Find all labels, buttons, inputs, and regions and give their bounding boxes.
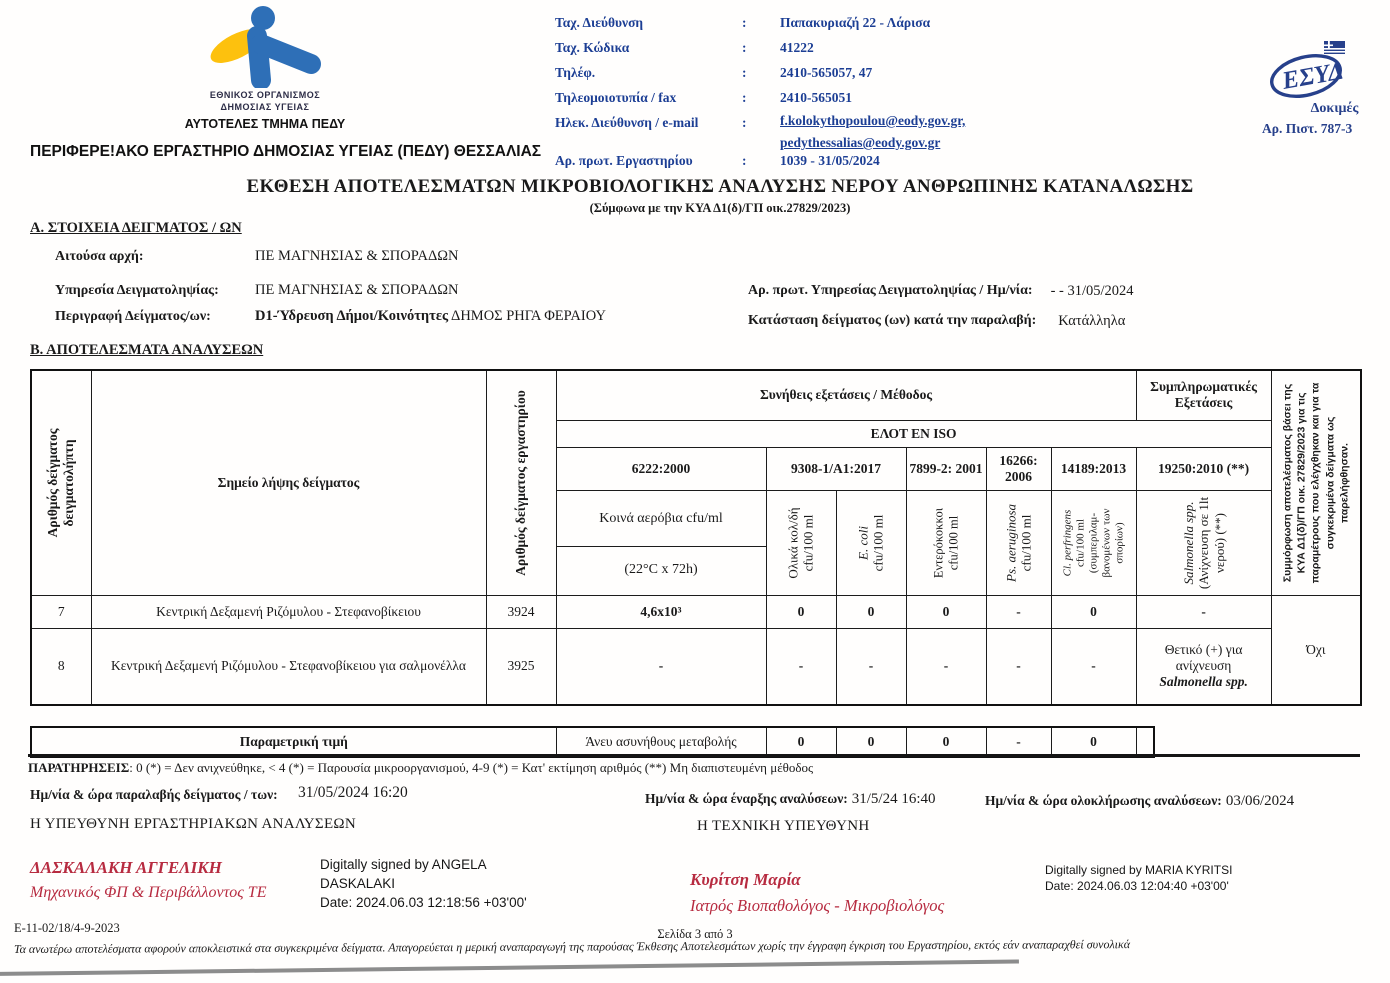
left-digital-signature	[320, 855, 527, 912]
parametric-empty-cell	[1136, 727, 1154, 757]
sample-description-code: D1-Ύδρευση Δήμοι/Κοινότητες	[255, 308, 449, 324]
sampling-point-cell: Κεντρική Δεξαμενή Ριζόμυλου - Στεφανοβίκειου για σαλμονέλλα	[91, 628, 486, 705]
receipt-datetime-label: Ημ/νία & ώρα παραλαβής δείγματος / των:	[30, 787, 278, 802]
lab-name: ΠΕΡΙΦΕΡΕ!ΑΚΟ ΕΡΓΑΣΤΗΡΙΟ ΔΗΜΟΣΙΑΣ ΥΓΕΙΑΣ (ΠΕΔΥ) ΘΕΣΣΑΛΙΑΣ	[30, 143, 542, 160]
param-ecoli-unit: cfu/100 ml	[871, 514, 886, 571]
standard-6222: 6222:2000	[556, 447, 766, 490]
param-ps-name: Ps. aeruginosa	[1003, 503, 1019, 582]
sampling-service-label: Υπηρεσία Δειγματοληψίας:	[55, 283, 219, 298]
param-cl-unit: cfu/100 ml (συμπεριλαμ-βανομένων των σπορίων)	[1074, 508, 1125, 577]
sample-description-label: Περιγραφή Δείγματος/ων:	[55, 309, 211, 324]
analysis-completion-value: 03/06/2024	[1225, 793, 1295, 809]
analysis-completion-row	[985, 792, 1294, 810]
coliforms-result-cell: -	[766, 628, 836, 705]
contact-separator: :	[742, 153, 747, 168]
parametric-label-cell: Παραμετρική τιμή	[31, 727, 556, 757]
param-ps-aeruginosa	[986, 490, 1051, 595]
email-link-1[interactable]: f.kolokythopoulou@eody.gov.gr,	[780, 113, 966, 128]
ps-result-cell: -	[986, 628, 1051, 705]
org-name-line1: ΕΘΝΙΚΟΣ ΟΡΓΑΝΙΣΜΟΣ	[209, 90, 321, 100]
contact-separator: :	[742, 115, 747, 130]
param-enterococci: Εντερόκοκκοι cfu/100 ml	[906, 490, 986, 595]
lab-protocol-value: 1039 - 31/05/2024	[780, 153, 880, 168]
lab-protocol-row	[555, 148, 880, 173]
contact-label: Ταχ. Διεύθυνση	[555, 15, 644, 30]
analysis-start-label: Ημ/νία & ώρα έναρξης αναλύσεων:	[645, 791, 848, 806]
footer-disclaimer: Τα ανωτέρω αποτελέσματα αφορούν αποκλειστικά στα συγκεκριμένα δείγματα. Απαγορεύεται η μερική αναπαραγωγή της παρούσας Έκθεσης Αποτελεσμάτων χωρίς την έγγραφη έγκριση του Εργαστηρίου, εκτός εάν αναπαραχθεί συνολικά	[13, 937, 1131, 956]
receipt-datetime-value: 31/05/2024 16:20	[298, 784, 408, 801]
contact-row	[555, 35, 965, 60]
table-row	[31, 628, 1361, 705]
page-number: Σελίδα 3 από 3	[657, 927, 733, 941]
right-digital-line2: Date: 2024.06.03 12:04:40 +03'00'	[1045, 879, 1229, 893]
esyd-block	[1262, 40, 1377, 137]
section-a-heading: Α. ΣΤΟΙΧΕΙΑ ΔΕΙΓΜΑΤΟΣ / ΩΝ	[30, 220, 242, 236]
contact-value: 41222	[780, 40, 814, 55]
lab-analyst-role-title: Η ΥΠΕΥΘΥΝΗ ΕΡΓΑΣΤΗΡΙΑΚΩΝ ΑΝΑΛΥΣΕΩΝ	[30, 816, 357, 832]
esyd-cert-number: Αρ. Πιστ. 787-3	[1262, 121, 1353, 136]
sample-condition-row	[748, 313, 1125, 330]
left-signatory-name: ΔΑΣΚΑΛΑΚΗ ΑΓΓΕΛΙΚΗ	[30, 858, 222, 877]
aerobic-result-cell: 4,6x10³	[556, 595, 766, 628]
contact-value: Παπακυριαζή 22 - Λάρισα	[780, 15, 931, 30]
contact-label: Τηλεομοιοτυπία / fax	[555, 90, 677, 105]
scan-artifact-line	[0, 959, 1019, 976]
standard-14189: 14189:2013	[1051, 447, 1136, 490]
col-header-sampler-number: Αριθμός δείγματος δειγματολήπτη	[31, 370, 91, 595]
standard-16266: 16266: 2006	[986, 447, 1051, 490]
param-cl-perfringens	[1051, 490, 1136, 595]
section-b-heading: Β. ΑΠΟΤΕΛΕΣΜΑΤΑ ΑΝΑΛΥΣΕΩΝ	[30, 342, 264, 358]
esyd-acronym: ΕΣΥΔ	[1280, 57, 1346, 95]
enterococci-result-cell: -	[906, 628, 986, 705]
salmonella-result-cell: -	[1136, 595, 1271, 628]
service-protocol-row	[748, 283, 1134, 300]
analysis-start-row	[645, 790, 936, 808]
sample-condition-value: Κατάλληλα	[1058, 313, 1126, 329]
sample-number-cell: 7	[31, 595, 91, 628]
eody-logo-icon	[207, 6, 329, 88]
contact-label: Ηλεκ. Διεύθυνση / e-mail	[555, 115, 699, 130]
esyd-label: Δοκιμές	[1310, 101, 1359, 116]
ps-result-cell: -	[986, 595, 1051, 628]
param-salmonella-name: Salmonella spp.	[1180, 500, 1196, 585]
param-cl-name: Cl. perfringens	[1061, 509, 1074, 576]
param-ecoli-name: E. coli	[855, 525, 871, 560]
right-signatory-title: Ιατρός Βιοπαθολόγος - Μικροβιολόγος	[690, 896, 945, 915]
left-signatory-title: Μηχανικός ΦΠ & Περιβάλλοντος ΤΕ	[30, 884, 267, 901]
contact-row	[555, 60, 965, 85]
sample-condition-label: Κατάσταση δείγματος (ων) κατά την παραλαβή:	[748, 313, 1037, 328]
right-signatory-name: Κυρίτση Μαρία	[690, 870, 801, 889]
cl-result-cell: 0	[1051, 595, 1136, 628]
observations-line	[28, 760, 813, 776]
salmonella-result-text: Θετικό (+) για ανίχνευση	[1164, 642, 1243, 674]
group-header-iso: ΕΛΟΤ EN ISO	[556, 420, 1271, 447]
email-link-2[interactable]: pedythessalias@eody.gov.gr	[780, 135, 941, 150]
parametric-value-cell: 0	[836, 727, 906, 757]
enterococci-result-cell: 0	[906, 595, 986, 628]
parametric-value-cell: 0	[766, 727, 836, 757]
group-header-supplementary: Συμπληρωματικές Εξετάσεις	[1136, 370, 1271, 420]
contact-row	[555, 85, 965, 110]
left-digital-line3: Date: 2024.06.03 12:18:56 +03'00'	[320, 895, 527, 910]
requesting-authority-value: ΠΕ ΜΑΓΝΗΣΙΑΣ & ΣΠΟΡΑΔΩΝ	[255, 248, 459, 264]
sampling-service-value: ΠΕ ΜΑΓΝΗΣΙΑΣ & ΣΠΟΡΑΔΩΝ	[255, 282, 459, 298]
contact-block	[555, 10, 965, 154]
contact-separator: :	[742, 15, 747, 30]
sample-number-cell: 8	[31, 628, 91, 705]
report-subtitle: (Σύμφωνα με την ΚΥΑ Δ1(δ)/ΓΠ οικ.27829/2023)	[589, 201, 851, 215]
ecoli-result-cell: -	[836, 628, 906, 705]
col-header-lab-number: Αριθμός δείγματος εργαστηρίου	[486, 370, 556, 595]
col-header-sampling-point: Σημείο λήψης δείγματος	[91, 370, 486, 595]
observations-text: : 0 (*) = Δεν ανιχνεύθηκε, < 4 (*) = Παρουσία μικροοργανισμού, 4-9 (*) = Κατ' εκτίμηση αριθμός (**) Μη διαπιστευμένη μέθοδος	[129, 760, 814, 775]
contact-value: 2410-565057, 47	[780, 65, 873, 80]
observations-label: ΠΑΡΑΤΗΡΗΣΕΙΣ	[28, 760, 130, 775]
contact-label: Ταχ. Κώδικα	[555, 40, 630, 55]
department-name: ΑΥΤΟΤΕΛΕΣ ΤΜΗΜΑ ΠΕΔΥ	[184, 117, 346, 131]
analysis-start-value: 31/5/24 16:40	[851, 791, 936, 807]
salmonella-result-cell	[1136, 628, 1271, 705]
form-code: E-11-02/18/4-9-2023	[14, 921, 120, 935]
group-header-routine-tests: Συνήθεις εξετάσεις / Μέθοδος	[556, 370, 1136, 420]
sampling-point-cell: Κεντρική Δεξαμενή Ριζόμυλου - Στεφανοβίκειου	[91, 595, 486, 628]
lab-number-cell: 3925	[486, 628, 556, 705]
cl-result-cell: -	[1051, 628, 1136, 705]
param-salmonella	[1136, 490, 1271, 595]
service-protocol-value: - - 31/05/2024	[1050, 283, 1134, 299]
param-aerobic: Κοινά αερόβια cfu/ml (22°C x 72h)	[556, 490, 766, 595]
sample-description-municipality: ΔΗΜΟΣ ΡΗΓΑ ΦΕΡΑΙΟΥ	[451, 308, 606, 324]
lab-protocol-label: Αρ. πρωτ. Εργαστηρίου	[555, 153, 693, 168]
sample-description-value	[255, 308, 606, 325]
left-digital-line2: DASKALAKI	[320, 876, 396, 891]
standard-9308: 9308-1/Α1:2017	[766, 447, 906, 490]
contact-row	[555, 10, 965, 35]
parametric-value-cell: -	[986, 727, 1051, 757]
org-name-line2: ΔΗΜΟΣΙΑΣ ΥΓΕΙΑΣ	[220, 101, 310, 112]
analysis-completion-label: Ημ/νία & ώρα ολοκλήρωσης αναλύσεων:	[985, 793, 1222, 808]
contact-label: Τηλέφ.	[555, 65, 596, 80]
requesting-authority-label: Αιτούσα αρχή:	[55, 249, 144, 264]
compliance-cell: Όχι	[1271, 595, 1361, 705]
coliforms-result-cell: 0	[766, 595, 836, 628]
param-ecoli	[836, 490, 906, 595]
results-table	[30, 369, 1362, 706]
parametric-value-cell: 0	[906, 727, 986, 757]
param-ps-unit: cfu/100 ml	[1018, 514, 1034, 571]
table-row	[31, 595, 1361, 628]
contact-value: 2410-565051	[780, 90, 852, 105]
standard-19250: 19250:2010 (**)	[1136, 447, 1271, 490]
contact-separator: :	[742, 40, 747, 55]
col-header-compliance: Συμμόρφωση αποτελέσματος βάσει της ΚΥΑ Δ1(δ)/ΓΠ οικ. 27829/2023 για τις παραμέτρους που ελέγχθηκαν και για τα συγκεκριμένα δείγματα ως παρελήφθησαν.	[1271, 370, 1361, 595]
right-digital-line1: Digitally signed by MARIA KYRITSI	[1045, 863, 1233, 877]
salmonella-result-species: Salmonella spp.	[1159, 674, 1248, 690]
esyd-logo-icon	[1262, 40, 1374, 104]
service-protocol-label: Αρ. πρωτ. Υπηρεσίας Δειγματοληψίας / Ημ/νία:	[748, 283, 1033, 298]
section-divider-line	[28, 754, 1360, 757]
ecoli-result-cell: 0	[836, 595, 906, 628]
param-salmonella-desc: (Ανίχνευση σε 1lt νερού) (**)	[1195, 496, 1227, 589]
contact-separator: :	[742, 65, 747, 80]
param-coliforms: Ολικά κολ/δή cfu/100 ml	[766, 490, 836, 595]
report-title: ΕΚΘΕΣΗ ΑΠΟΤΕΛΕΣΜΑΤΩΝ ΜΙΚΡΟΒΙΟΛΟΓΙΚΗΣ ΑΝΑΛΥΣΗΣ ΝΕΡΟΥ ΑΝΘΡΩΠΙΝΗΣ ΚΑΤΑΝΑΛΩΣΗΣ	[246, 176, 1194, 197]
lab-number-cell: 3924	[486, 595, 556, 628]
left-digital-line1: Digitally signed by ANGELA	[320, 857, 487, 872]
parametric-value-cell: 0	[1051, 727, 1136, 757]
technical-manager-role-title: Η ΤΕΧΝΙΚΗ ΥΠΕΥΘΥΝΗ	[697, 818, 870, 834]
right-digital-signature	[1045, 862, 1232, 894]
standard-7899: 7899-2: 2001	[906, 447, 986, 490]
contact-separator: :	[742, 90, 747, 105]
parametric-aerobic-cell: Άνευ ασυνήθους μεταβολής	[556, 727, 766, 757]
aerobic-result-cell: -	[556, 628, 766, 705]
